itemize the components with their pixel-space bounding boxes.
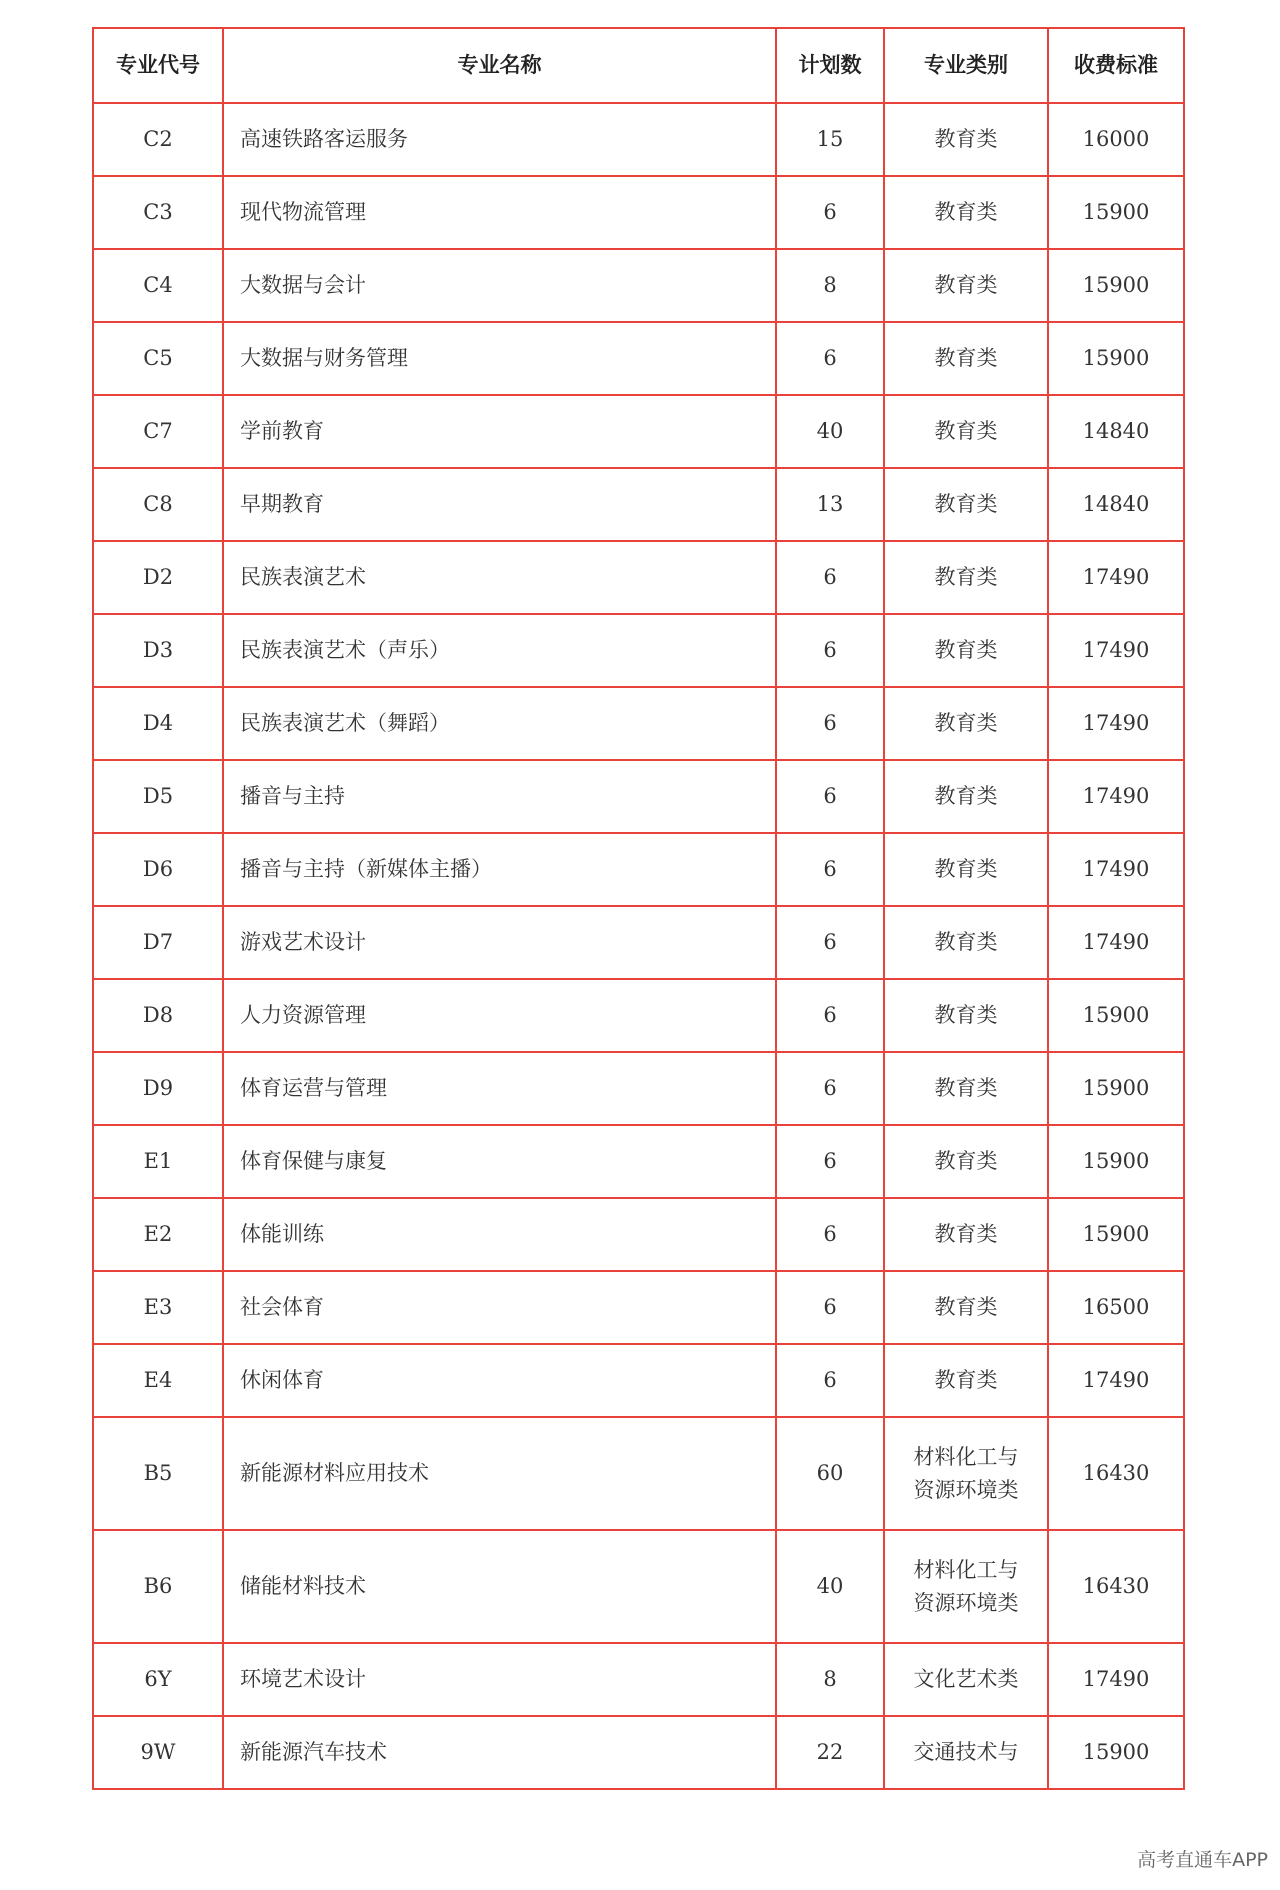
cell-category: 教育类 (884, 1052, 1048, 1125)
table-row (93, 1417, 1184, 1530)
table-row (93, 1052, 1184, 1125)
cell-fee: 17490 (1048, 541, 1184, 614)
table-row (93, 687, 1184, 760)
cell-plan: 6 (776, 1344, 884, 1417)
cell-code: E2 (93, 1198, 223, 1271)
cell-name: 早期教育 (223, 468, 776, 541)
cell-code: 6Y (93, 1643, 223, 1716)
table-row (93, 1344, 1184, 1417)
cell-name: 人力资源管理 (223, 979, 776, 1052)
cell-code: D8 (93, 979, 223, 1052)
header-category: 专业类别 (884, 28, 1048, 103)
cell-category: 教育类 (884, 614, 1048, 687)
cell-code: C8 (93, 468, 223, 541)
cell-fee: 14840 (1048, 468, 1184, 541)
cell-plan: 13 (776, 468, 884, 541)
cell-plan: 6 (776, 1198, 884, 1271)
cell-fee: 15900 (1048, 1198, 1184, 1271)
cell-name: 新能源材料应用技术 (223, 1417, 776, 1530)
header-fee: 收费标准 (1048, 28, 1184, 103)
table-row (93, 760, 1184, 833)
cell-fee: 15900 (1048, 979, 1184, 1052)
category-line-2: 资源环境类 (913, 1590, 1019, 1615)
cell-code: E3 (93, 1271, 223, 1344)
cell-name: 民族表演艺术（声乐） (223, 614, 776, 687)
cell-category: 教育类 (884, 468, 1048, 541)
table-row (93, 1125, 1184, 1198)
cell-category: 教育类 (884, 395, 1048, 468)
cell-fee: 16430 (1048, 1417, 1184, 1530)
cell-name: 大数据与财务管理 (223, 322, 776, 395)
table-body (93, 103, 1184, 1789)
cell-name: 学前教育 (223, 395, 776, 468)
table-row (93, 176, 1184, 249)
cell-fee: 15900 (1048, 249, 1184, 322)
table-row (93, 322, 1184, 395)
cell-fee: 17490 (1048, 833, 1184, 906)
cell-plan: 40 (776, 1530, 884, 1643)
cell-plan: 8 (776, 249, 884, 322)
cell-category: 教育类 (884, 1125, 1048, 1198)
header-code: 专业代号 (93, 28, 223, 103)
table-row (93, 541, 1184, 614)
cell-plan: 40 (776, 395, 884, 468)
cell-plan: 6 (776, 833, 884, 906)
cell-category: 教育类 (884, 541, 1048, 614)
cell-name: 社会体育 (223, 1271, 776, 1344)
cell-name: 体育运营与管理 (223, 1052, 776, 1125)
cell-fee: 15900 (1048, 1716, 1184, 1789)
header-name: 专业名称 (223, 28, 776, 103)
cell-category (884, 1530, 1048, 1643)
table-row (93, 979, 1184, 1052)
cell-fee: 16500 (1048, 1271, 1184, 1344)
cell-code: D9 (93, 1052, 223, 1125)
cell-fee: 17490 (1048, 687, 1184, 760)
cell-name: 新能源汽车技术 (223, 1716, 776, 1789)
table-row (93, 1643, 1184, 1716)
cell-plan: 6 (776, 614, 884, 687)
table-row (93, 1198, 1184, 1271)
table-header (93, 28, 1184, 103)
cell-plan: 6 (776, 322, 884, 395)
cell-plan: 6 (776, 1271, 884, 1344)
cell-name: 民族表演艺术（舞蹈） (223, 687, 776, 760)
category-line-1: 材料化工与 (913, 1444, 1019, 1469)
cell-fee: 15900 (1048, 176, 1184, 249)
cell-plan: 6 (776, 906, 884, 979)
cell-plan: 6 (776, 1052, 884, 1125)
cell-name: 现代物流管理 (223, 176, 776, 249)
cell-category: 交通技术与 (884, 1716, 1048, 1789)
cell-plan: 22 (776, 1716, 884, 1789)
cell-code: D4 (93, 687, 223, 760)
cell-plan: 15 (776, 103, 884, 176)
cell-code: D3 (93, 614, 223, 687)
cell-name: 休闲体育 (223, 1344, 776, 1417)
cell-name: 高速铁路客运服务 (223, 103, 776, 176)
cell-category: 教育类 (884, 760, 1048, 833)
cell-category: 教育类 (884, 322, 1048, 395)
cell-category: 教育类 (884, 906, 1048, 979)
table-row (93, 103, 1184, 176)
table-row (93, 468, 1184, 541)
cell-fee: 15900 (1048, 1125, 1184, 1198)
cell-name: 储能材料技术 (223, 1530, 776, 1643)
cell-plan: 6 (776, 1125, 884, 1198)
cell-category: 教育类 (884, 833, 1048, 906)
cell-name: 民族表演艺术 (223, 541, 776, 614)
cell-name: 游戏艺术设计 (223, 906, 776, 979)
cell-fee: 16430 (1048, 1530, 1184, 1643)
table-row (93, 833, 1184, 906)
cell-fee: 14840 (1048, 395, 1184, 468)
cell-fee: 17490 (1048, 1643, 1184, 1716)
cell-fee: 17490 (1048, 614, 1184, 687)
cell-category: 教育类 (884, 1271, 1048, 1344)
cell-fee: 17490 (1048, 906, 1184, 979)
table-row (93, 395, 1184, 468)
cell-code: C7 (93, 395, 223, 468)
cell-fee: 17490 (1048, 760, 1184, 833)
cell-code: C2 (93, 103, 223, 176)
cell-fee: 15900 (1048, 1052, 1184, 1125)
cell-code: 9W (93, 1716, 223, 1789)
cell-plan: 8 (776, 1643, 884, 1716)
cell-category: 文化艺术类 (884, 1643, 1048, 1716)
cell-code: D7 (93, 906, 223, 979)
cell-fee: 16000 (1048, 103, 1184, 176)
header-row (93, 28, 1184, 103)
cell-plan: 6 (776, 760, 884, 833)
cell-code: D5 (93, 760, 223, 833)
cell-code: B6 (93, 1530, 223, 1643)
cell-code: C3 (93, 176, 223, 249)
cell-fee: 15900 (1048, 322, 1184, 395)
cell-category (884, 1417, 1048, 1530)
category-line-1: 材料化工与 (913, 1557, 1019, 1582)
cell-code: E4 (93, 1344, 223, 1417)
cell-name: 体育保健与康复 (223, 1125, 776, 1198)
cell-category: 教育类 (884, 687, 1048, 760)
cell-plan: 60 (776, 1417, 884, 1530)
majors-table (92, 27, 1185, 1790)
cell-code: E1 (93, 1125, 223, 1198)
cell-name: 大数据与会计 (223, 249, 776, 322)
cell-name: 环境艺术设计 (223, 1643, 776, 1716)
cell-category: 教育类 (884, 249, 1048, 322)
cell-category: 教育类 (884, 979, 1048, 1052)
table-row (93, 1530, 1184, 1643)
cell-plan: 6 (776, 687, 884, 760)
header-plan: 计划数 (776, 28, 884, 103)
cell-code: D6 (93, 833, 223, 906)
table-row (93, 249, 1184, 322)
cell-category: 教育类 (884, 103, 1048, 176)
table-row (93, 614, 1184, 687)
cell-name: 播音与主持（新媒体主播） (223, 833, 776, 906)
cell-plan: 6 (776, 176, 884, 249)
watermark: 高考直通车APP (1137, 1849, 1268, 1871)
cell-code: B5 (93, 1417, 223, 1530)
cell-plan: 6 (776, 979, 884, 1052)
table-row (93, 1716, 1184, 1789)
category-line-2: 资源环境类 (913, 1477, 1019, 1502)
cell-fee: 17490 (1048, 1344, 1184, 1417)
cell-name: 播音与主持 (223, 760, 776, 833)
cell-code: D2 (93, 541, 223, 614)
cell-code: C4 (93, 249, 223, 322)
cell-plan: 6 (776, 541, 884, 614)
cell-category: 教育类 (884, 1198, 1048, 1271)
cell-code: C5 (93, 322, 223, 395)
table-row (93, 906, 1184, 979)
cell-category: 教育类 (884, 176, 1048, 249)
cell-name: 体能训练 (223, 1198, 776, 1271)
table-row (93, 1271, 1184, 1344)
cell-category: 教育类 (884, 1344, 1048, 1417)
